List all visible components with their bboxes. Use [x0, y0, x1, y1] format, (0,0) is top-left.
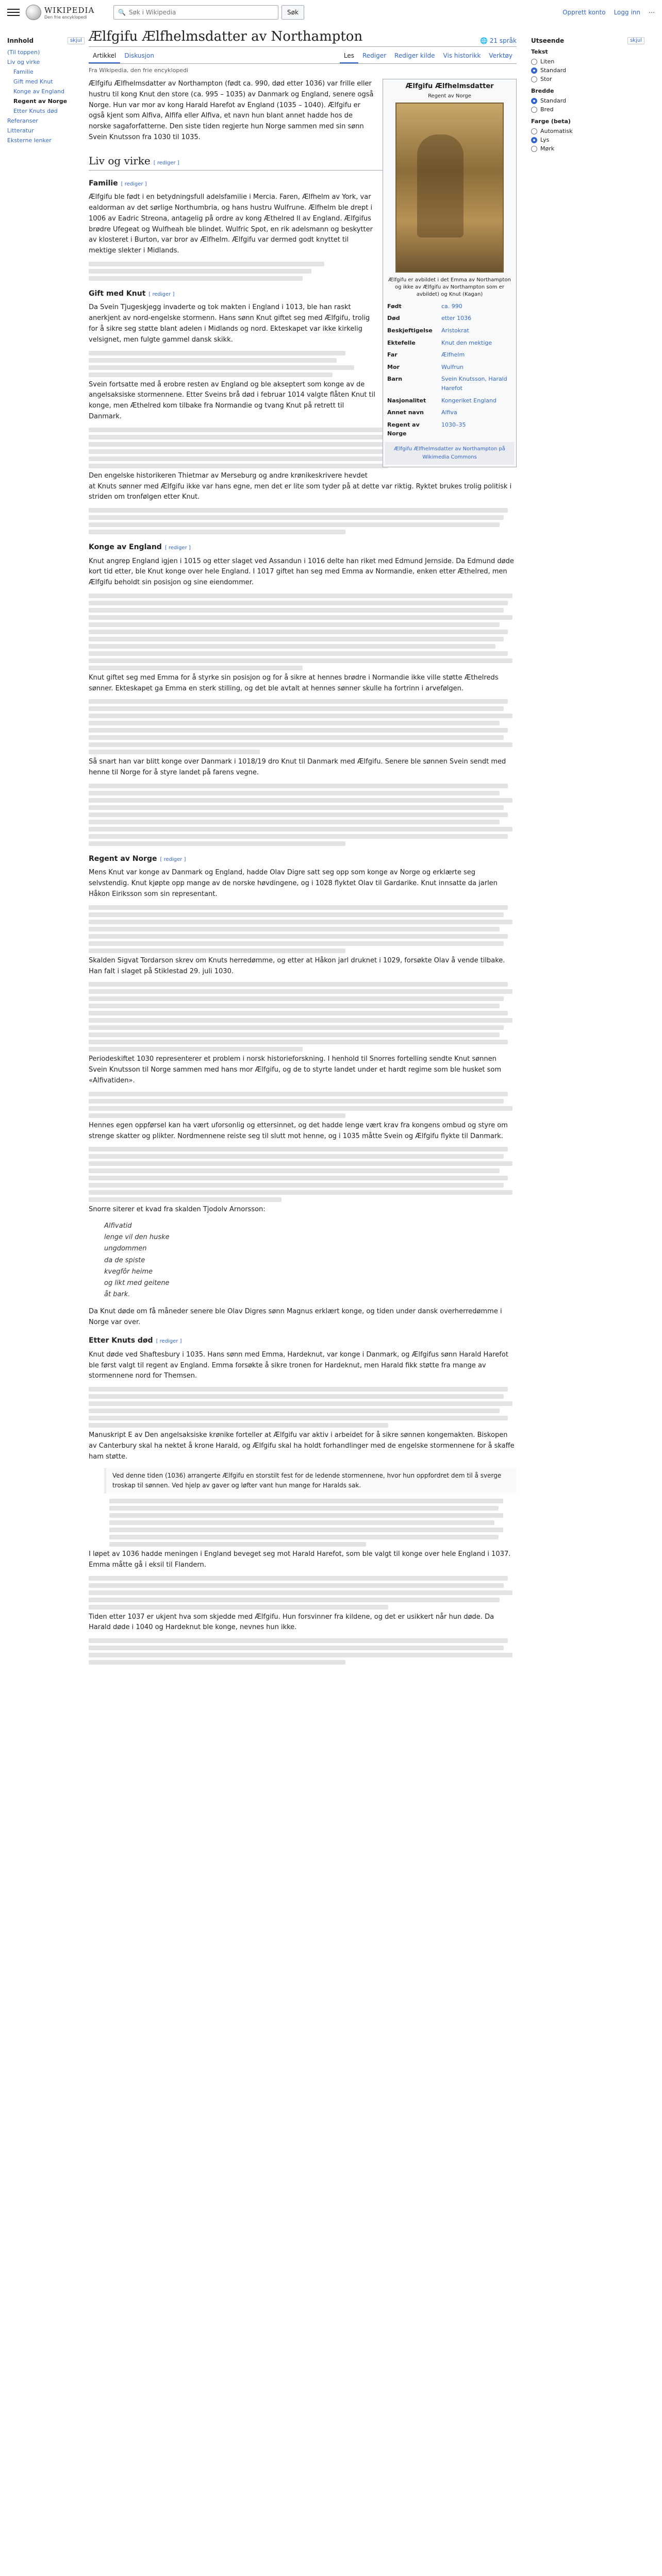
- search-placeholder: Søk i Wikipedia: [128, 9, 176, 16]
- language-count: 21 språk: [489, 37, 517, 44]
- section-regent: Regent av Norge [ rediger ]: [89, 855, 186, 863]
- width-standard-option[interactable]: Standard: [531, 96, 644, 105]
- text-line: [89, 1197, 282, 1202]
- user-links: [562, 9, 655, 16]
- text-line: [89, 941, 504, 946]
- text-line: [89, 269, 311, 274]
- paragraph: Ælfgifu ble født i en betydningsfull adelsfamilie i Mercia. Faren, Ælfhelm av York, var ealdorman av det sørlige Northumbria, og hans hustru Wulfrune. Ælfhelm ble drept i 1006 av Eadric Streona, antagelig på ordre av kong Æthelred II av England. Ælfgifus brødre Ufegeat og Wulfheah ble blindet. Wulfric Spot, en rik adelsmann og beskytter av klosteret i Burton, var bror av Ælfhelm. Ælfgifu var dermed godt knyttet til mektige slekter i Midlands.: [89, 193, 373, 255]
- width-wide-option[interactable]: Bred: [531, 105, 644, 114]
- paragraph: Knut giftet seg med Emma for å styrke sin posisjon og for å sikre at hennes brødre i Normandie ikke ville støtte Æthelreds sønner. Ekteskapet ga Emma en sterk stilling, og det ble avtalt at hennes sønner skulle ha fortrinn i arvefølgen.: [89, 673, 499, 692]
- search-icon: 🔍: [118, 9, 126, 16]
- search-button[interactable]: Søk: [282, 5, 304, 20]
- infobox-row: [385, 406, 514, 419]
- paragraph: Knut angrep England igjen i 1015 og etter slaget ved Assandun i 1016 delte han riket med Edmund Jernside. Da Edmund døde kort tid etter, ble Knut konge over hele England. I 1017 giftet han seg med Emma av Normandie, enken etter Æthelred, men Ælfgifu beholdt sin posisjon og sine eiendommer.: [89, 557, 514, 587]
- language-button[interactable]: 🌐 21 språk: [480, 37, 517, 44]
- text-line: [89, 1583, 504, 1588]
- text-line: [89, 1401, 512, 1406]
- commons-link[interactable]: Ælfgifu Ælfhelmsdatter av Northampton på Wikimedia Commons: [385, 442, 514, 465]
- text-line: [89, 666, 303, 670]
- text-line: [109, 1542, 366, 1547]
- text-line: [89, 522, 500, 527]
- text-line: [89, 594, 512, 598]
- color-auto-option[interactable]: Automatisk: [531, 127, 644, 135]
- section-liv: Liv og virke [ rediger ]: [89, 152, 517, 171]
- text-line: [89, 750, 260, 754]
- text-line: [89, 622, 500, 627]
- text-line: [89, 1387, 508, 1392]
- text-line: [89, 372, 333, 377]
- appearance-title: Utseende: [531, 37, 565, 44]
- tab-read[interactable]: Les: [340, 49, 358, 63]
- infobox-row: [385, 361, 514, 374]
- text-line: [89, 714, 512, 718]
- paragraph: Hennes egen oppførsel kan ha vært uforsonlig og ettersinnet, og det hadde lenge vært krav fra kongens ombud og styre om strenge skatter og plikter. Nordmennene reiste seg til slutt mot henne, og i 1035 måtte Svein og Ælfgifu flykte til Danmark.: [89, 1121, 508, 1140]
- portrait-image[interactable]: [395, 103, 504, 273]
- text-line: [89, 464, 388, 468]
- article-body: [89, 79, 517, 1665]
- infobox-value[interactable]: Alfiva: [441, 409, 457, 416]
- infobox-title: Ælfgifu Ælfhelmsdatter: [405, 82, 494, 90]
- text-line: [89, 784, 508, 788]
- toc-item[interactable]: Familie: [13, 69, 34, 75]
- infobox-value[interactable]: Ælfhelm: [441, 351, 465, 359]
- infobox-key: Mor: [387, 363, 400, 370]
- infobox-value[interactable]: Wulfrun: [441, 363, 464, 370]
- text-line: [109, 1499, 503, 1503]
- text-line: [109, 1506, 499, 1511]
- poem-line: kvegfôr heime: [104, 1267, 153, 1276]
- text-line: [89, 515, 504, 520]
- paragraph: Da Svein Tjugeskjegg invaderte og tok makten i England i 1013, ble han raskt anerkjent av nord-engelske stormenn. Hans sønn Knut giftet seg med Ælfgifu, trolig for å sikre seg støtte blant adelen i Midlands og nord. Ekteskapet var ikke kirkelig velsignet, men fulgte gammel dansk skikk.: [89, 303, 370, 344]
- tab-history[interactable]: Vis historikk: [443, 52, 481, 59]
- text-line: [89, 1660, 345, 1665]
- infobox-row: [385, 300, 514, 313]
- text-line: [89, 1092, 508, 1096]
- section-gift: Gift med Knut [ rediger ]: [89, 289, 175, 298]
- edit-link[interactable]: [ rediger ]: [121, 181, 147, 187]
- toc-item[interactable]: Regent av Norge: [13, 98, 68, 105]
- text-line: [89, 1040, 508, 1044]
- paragraph: Knut døde ved Shaftesbury i 1035. Hans sønn med Emma, Hardeknut, var konge i Danmark, og Ælfgifus sønn Harald Harefot ble først valgt til regent av England. Emma forsøkte å sikre tronen for Hardeknut, men Harald fikk støtte fra mange av stormennene nord for Themsen.: [89, 1350, 508, 1380]
- text-line: [89, 1646, 504, 1650]
- infobox-value[interactable]: Svein Knutsson, Harald Harefot: [441, 376, 507, 392]
- text-line: [89, 1409, 500, 1413]
- text-line: [89, 812, 508, 817]
- text-line: [89, 1004, 500, 1008]
- text-line: [89, 601, 508, 605]
- text-line: [89, 637, 504, 641]
- text-line: [89, 1590, 512, 1595]
- text-line: [89, 706, 504, 711]
- text-line: [89, 1394, 504, 1399]
- infobox-row: [385, 312, 514, 325]
- edit-link[interactable]: [ rediger ]: [148, 291, 175, 297]
- infobox-key: Nasjonalitet: [387, 397, 426, 404]
- text-line: [89, 365, 354, 370]
- infobox-value[interactable]: etter 1036: [441, 315, 472, 322]
- text-line: [89, 742, 512, 747]
- infobox-row: [385, 395, 514, 407]
- intro-paragraph: Ælfgifu Ælfhelmsdatter av Northampton (født ca. 990, død etter 1036) var frille eller hustru til kong Knut den store (ca. 995 – 1035) av Danmark og England, senere også Norge. Hun var mor av kong Harald Harefot av England (1035 – 1040). Ælfgifu er også kjent som Alfiva, Alfifa eller Alfiva, et navn hun blant annet hadde hos de norske sagaforfatterne. Den siste tiden regjerte hun Norge sammen med sin sønn Svein Knutsson fra 1030 til 1035.: [89, 80, 374, 141]
- infobox-caption: Ælfgifu er avbildet i det Emma av Northampton og ikke av Ælfgifu av Northampton som er avbildet) og Knut (Kagan): [388, 277, 511, 297]
- text-line: [89, 1653, 512, 1657]
- section-etter: Etter Knuts død [ rediger ]: [89, 1336, 182, 1345]
- text-line: [89, 1025, 504, 1030]
- appearance-hide-button[interactable]: skjul: [627, 37, 644, 44]
- infobox-row: [385, 349, 514, 361]
- text-line: [89, 948, 345, 953]
- text-line: [89, 630, 508, 634]
- infobox-value[interactable]: Kongeriket England: [441, 397, 496, 404]
- text-line: [89, 805, 504, 810]
- paragraph: Tiden etter 1037 er ukjent hva som skjedde med Ælfgifu. Hun forsvinner fra kildene, og det er usikkert når hun døde. Da Harald døde i 1040 og Hardeknut ble konge, nevnes hun ikke.: [89, 1613, 494, 1632]
- infobox-key: Ektefelle: [387, 339, 416, 346]
- text-large-option[interactable]: Stor: [531, 75, 644, 83]
- toc-title: Innhold: [7, 37, 34, 44]
- text-size-heading: Tekst: [531, 48, 548, 55]
- infobox-key: Død: [387, 315, 400, 322]
- toc-item[interactable]: Gift med Knut: [13, 78, 53, 85]
- poem-line: lenge vil den huske: [104, 1233, 170, 1242]
- paragraph: Periodeskiftet 1030 representerer et problem i norsk historieforskning. I henhold til Snorres fortelling sendte Knut sønnen Svein Knutsson til Norge sammen med hans mor Ælfgifu, og de to styrte landet under et hardt regime som ble husket som «Alfivatiden».: [89, 1055, 501, 1085]
- appearance-panel: [531, 37, 644, 153]
- text-line: [89, 276, 303, 281]
- text-line: [89, 1183, 504, 1188]
- infobox-value[interactable]: Aristokrat: [441, 327, 469, 334]
- text-line: [89, 1638, 508, 1643]
- text-line: [89, 644, 495, 649]
- text-line: [89, 1576, 508, 1581]
- text-line: [89, 982, 508, 987]
- infobox-key: Barn: [387, 376, 403, 383]
- edit-link[interactable]: [ rediger ]: [164, 545, 191, 551]
- text-line: [89, 651, 508, 656]
- edit-link[interactable]: [ rediger ]: [156, 1338, 182, 1345]
- text-line: [89, 1011, 508, 1015]
- text-line: [89, 508, 508, 513]
- menu-icon[interactable]: [7, 6, 20, 19]
- text-line: [89, 912, 504, 917]
- text-line: [89, 827, 512, 832]
- text-line: [89, 658, 512, 663]
- toc-item[interactable]: (Til toppen): [7, 49, 40, 56]
- text-line: [89, 1598, 500, 1602]
- poem-quote: [104, 1221, 517, 1300]
- tab-talk[interactable]: Diskusjon: [124, 52, 154, 59]
- site-sub: Fra Wikipedia, den frie encyklopedi: [89, 67, 189, 74]
- text-line: [89, 262, 324, 266]
- text-line: [89, 1161, 512, 1166]
- infobox-value[interactable]: ca. 990: [441, 302, 462, 310]
- toc-item[interactable]: Litteratur: [7, 127, 34, 134]
- section-konge: Konge av England [ rediger ]: [89, 543, 191, 552]
- color-dark-option[interactable]: Mørk: [531, 144, 644, 153]
- text-line: [89, 358, 337, 363]
- text-line: [89, 834, 508, 839]
- text-line: [89, 735, 504, 740]
- blockquote: Ved denne tiden (1036) arrangerte Ælfgifu en storstilt fest for de ledende stormennene, hvor hun oppfordret dem til å sverge troskap til sønnen. Ved hjelp av gaver og løfter vant hun mange for Haralds sak.: [104, 1468, 517, 1494]
- text-line: [89, 699, 508, 704]
- text-line: [89, 927, 500, 931]
- text-line: [89, 1113, 345, 1118]
- tagline: Den frie encyklopedi: [44, 14, 87, 20]
- toc-item[interactable]: Konge av England: [13, 88, 65, 95]
- text-line: [89, 841, 345, 846]
- text-line: [89, 920, 512, 924]
- text-small-option[interactable]: Liten: [531, 57, 644, 66]
- text-line: [89, 608, 504, 613]
- tab-article[interactable]: Artikkel: [89, 49, 120, 63]
- infobox-row: [385, 325, 514, 337]
- text-line: [89, 1099, 504, 1104]
- login-link[interactable]: Logg inn: [614, 9, 640, 16]
- main-content: [89, 29, 517, 1667]
- poem-line: åt bark.: [104, 1290, 130, 1298]
- tab-edit-source[interactable]: Rediger kilde: [394, 52, 435, 59]
- text-standard-option[interactable]: Standard: [531, 66, 644, 75]
- page-title: Ælfgifu Ælfhelmsdatter av Northampton: [89, 29, 363, 44]
- text-line: [89, 1032, 500, 1037]
- width-heading: Bredde: [531, 88, 554, 94]
- paragraph: Så snart han var blitt konge over Danmark i 1018/19 dro Knut til Danmark med Ælfgifu. Senere ble sønnen Svein sendt med henne til Norge for å styre landet på farens vegne.: [89, 758, 506, 777]
- text-line: [89, 989, 512, 994]
- infobox-table: [385, 300, 514, 440]
- text-line: [89, 1190, 512, 1195]
- text-line: [89, 905, 508, 910]
- paragraph: Snorre siterer et kvad fra skalden Tjodolv Arnorsson:: [89, 1206, 266, 1214]
- text-line: [109, 1535, 499, 1539]
- search-input[interactable]: [113, 5, 278, 20]
- table-of-contents: [7, 37, 85, 145]
- more-icon[interactable]: ⋯: [649, 9, 655, 16]
- infobox-row: [385, 337, 514, 349]
- text-line: [89, 1416, 508, 1420]
- poem-line: og likt med geitene: [104, 1279, 170, 1287]
- edit-link[interactable]: [ rediger ]: [160, 857, 186, 863]
- text-line: [109, 1528, 503, 1532]
- text-line: [89, 1176, 508, 1180]
- text-line: [89, 1147, 508, 1151]
- section-familie: Familie [ rediger ]: [89, 179, 147, 188]
- infobox-row: [385, 419, 514, 440]
- tab-edit[interactable]: Rediger: [362, 52, 387, 59]
- text-line: [89, 728, 508, 733]
- toc-item[interactable]: Etter Knuts død: [13, 108, 58, 114]
- infobox-key: Født: [387, 302, 402, 310]
- text-line: [89, 791, 500, 795]
- text-line: [89, 934, 508, 939]
- paragraph: Manuskript E av Den angelsaksiske krønike forteller at Ælfgifu var aktiv i arbeidet for å sikre sønnen kongemakten. Biskopen av Canterbury skal ha nektet å krone Harald, og Ælfgifu skal ha holdt forhandlinger med de engelske stormennene for å skaffe ham støtte.: [89, 1431, 515, 1461]
- infobox-key: Beskjeftigelse: [387, 327, 433, 334]
- text-line: [89, 1168, 500, 1173]
- text-line: [89, 1018, 512, 1023]
- text-line: [89, 351, 345, 355]
- page-tabs: [89, 49, 517, 64]
- paragraph: Skalden Sigvat Tordarson skrev om Knuts herredømme, og etter at Håkon jarl druknet i 1029, forsøkte Olav å vende tilbake. Han falt i slaget på Stiklestad 29. juli 1030.: [89, 956, 505, 975]
- text-line: [89, 996, 504, 1001]
- infobox-value[interactable]: Knut den mektige: [441, 339, 492, 346]
- tab-tools[interactable]: Verktøy: [489, 52, 512, 59]
- paragraph: I løpet av 1036 hadde meningen i England beveget seg mot Harald Harefot, som ble valgt til konge over hele England i 1037. Emma måtte gå i eksil til Flandern.: [89, 1550, 511, 1569]
- wikipedia-globe-icon: [26, 5, 41, 20]
- text-line: [89, 798, 512, 803]
- infobox: [383, 79, 517, 467]
- infobox-key: Far: [387, 351, 398, 359]
- text-line: [89, 1106, 512, 1111]
- paragraph: Da Knut døde om få måneder senere ble Olav Digres sønn Magnus erklært konge, og tiden under dansk overherredømme i Norge var over.: [89, 1307, 502, 1326]
- text-line: [109, 1513, 503, 1518]
- infobox-key: Annet navn: [387, 409, 424, 416]
- text-line: [89, 721, 500, 725]
- wordmark: WIKIPEDIA: [44, 5, 95, 15]
- create-account-link[interactable]: Opprett konto: [562, 9, 606, 16]
- toc-item[interactable]: Referanser: [7, 117, 38, 124]
- edit-link[interactable]: [ rediger ]: [153, 160, 179, 166]
- toc-hide-button[interactable]: skjul: [68, 37, 85, 44]
- toc-item[interactable]: Eksterne lenker: [7, 137, 52, 144]
- poem-line: da de spiste: [104, 1256, 145, 1264]
- paragraph: Mens Knut var konge av Danmark og England, hadde Olav Digre satt seg opp som konge av Norge og erklærte seg selvstendig. Knut kjøpte opp mange av de norske høvdingene, og i 1028 flyktet Olav til Gardarike. Knut innsatte da jarlen Håkon Eiriksson som sin representant.: [89, 869, 498, 899]
- paragraph: Svein fortsatte med å erobre resten av England og ble akseptert som konge av de angelsaksiske stormennene. Etter Sveins brå død i februar 1014 valgte flåten Knut til konge, men Æthelred kom tilbake fra Normandie og tvang Knut på retrett til Danmark.: [89, 380, 375, 420]
- text-line: [89, 1423, 388, 1428]
- paragraph: Den engelske historikeren Thietmar av Merseburg og andre krønikeskrivere hevdet at Knuts sønner med Ælfgifu ikke var hans egne, men det er lite som tyder på at dette var riktig. Ryktet brukes trolig politisk i striden om tronfølgen etter Knut.: [89, 471, 512, 501]
- text-line: [89, 1047, 303, 1052]
- site-logo[interactable]: [26, 5, 108, 20]
- text-line: [89, 530, 345, 534]
- infobox-subtitle: Regent av Norge: [428, 93, 471, 99]
- text-line: [89, 1605, 388, 1609]
- poem-line: ungdommen: [104, 1245, 147, 1253]
- infobox-key: Regent av Norge: [387, 421, 420, 437]
- site-header: [0, 0, 662, 25]
- toc-item[interactable]: Liv og virke: [7, 59, 40, 65]
- infobox-value[interactable]: 1030–35: [441, 421, 466, 428]
- infobox-row: [385, 373, 514, 394]
- text-line: [89, 615, 512, 620]
- color-light-option[interactable]: Lys: [531, 135, 644, 144]
- text-line: [89, 820, 500, 824]
- color-heading: Farge (beta): [531, 118, 571, 125]
- poem-line: Alfivatid: [104, 1222, 132, 1230]
- text-line: [89, 1154, 504, 1159]
- text-line: [109, 1520, 494, 1525]
